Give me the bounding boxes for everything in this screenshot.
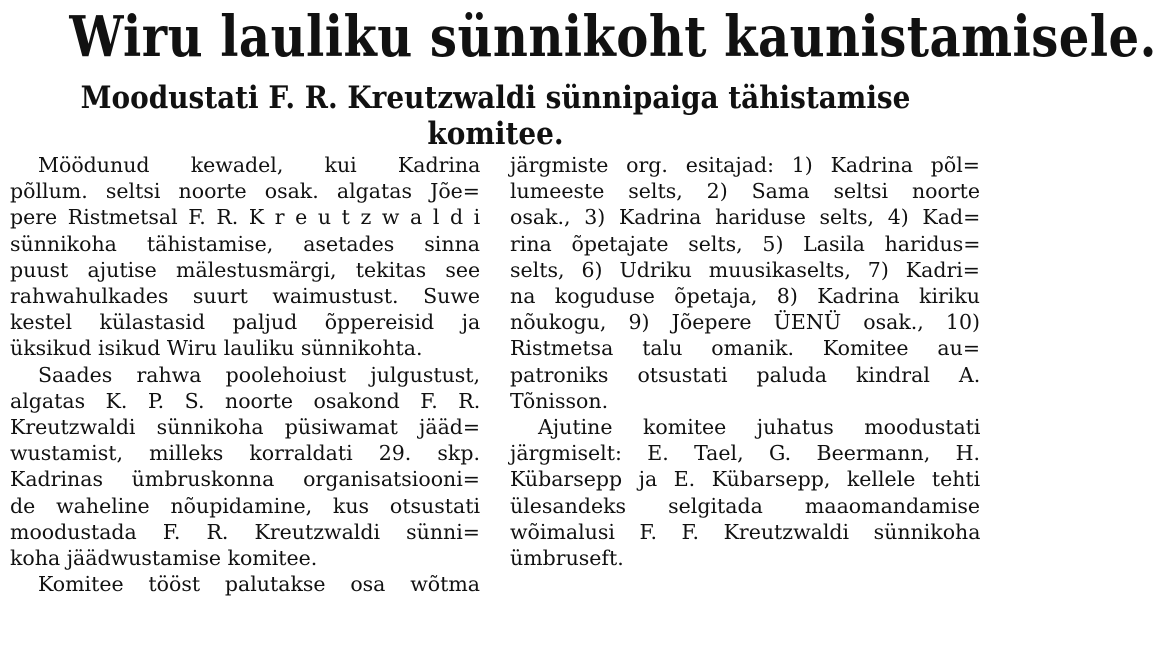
- text-line: puust ajutise mälestusmärgi, tekitas see: [10, 257, 481, 282]
- text-line: wõimalusi F. F. Kreutzwaldi sünnikoha: [510, 519, 981, 544]
- text-line: järgmiste org. esitajad: 1) Kadrina põl=: [510, 153, 980, 177]
- text-line: nõukogu, 9) Jõepere ÜENÜ osak., 10): [510, 310, 980, 335]
- text-line: Ristmetsa talu omanik. Komitee au=: [510, 336, 980, 361]
- text-line: sünnikoha tähistamise, asetades sinna: [10, 231, 480, 256]
- text-line: Saades rahwa poolehoiust julgustust,: [38, 362, 481, 387]
- text-line: Kreutzwaldi sünnikoha püsiwamat jääd=: [10, 415, 481, 440]
- text-line: wustamist, milleks korraldati 29. skp.: [10, 441, 480, 466]
- text-line: Kübarsepp ja E. Kübarsepp, kellele tehti: [510, 467, 981, 492]
- text-line: na koguduse õpetaja, 8) Kadrina kiriku: [510, 284, 980, 309]
- text-line: selts, 6) Udriku muusikaselts, 7) Kadri=: [510, 257, 980, 282]
- text-line: rahwahulkades suurt waimustust. Suwe: [10, 284, 481, 309]
- text-line: osak., 3) Kadrina hariduse selts, 4) Kad=: [510, 205, 981, 230]
- text-line: Ajutine komitee juhatus moodustati: [538, 415, 981, 440]
- headline: Wiru lauliku sünnikoht kaunistamisele.: [69, 4, 1157, 70]
- text-line: üksikud isikud Wiru lauliku sünnikohta.: [10, 336, 423, 361]
- text-line: pere Ristmetsal F. R. K r e u t z w a l d i: [10, 205, 481, 230]
- text-line: kestel külastasid paljud õppereisid ja: [10, 310, 481, 335]
- text-line: moodustada F. R. Kreutzwaldi sünni=: [10, 519, 480, 544]
- subheadline-line-2: komitee.: [427, 116, 564, 152]
- text-line: de waheline nõupidamine, kus otsustati: [10, 493, 480, 518]
- text-line: rina õpetajate selts, 5) Lasila haridus=: [510, 231, 981, 256]
- text-line: algatas K. P. S. noorte osakond F. R.: [10, 388, 481, 413]
- text-line: ülesandeks selgitada maaomandamise: [510, 493, 980, 518]
- left-column: [10, 152, 480, 597]
- subheadline: [50, 80, 942, 152]
- text-line: põllum. seltsi noorte osak. algatas Jõe=: [10, 179, 480, 204]
- text-line: Kadrinas ümbruskonna organisatsiooni=: [10, 467, 480, 492]
- text-line: lumeeste selts, 2) Sama seltsi noorte: [510, 179, 980, 204]
- subheadline-line-1: Moodustati F. R. Kreutzwaldi sünnipaiga tähistamise: [80, 80, 911, 116]
- text-line: ümbruseft.: [510, 546, 624, 571]
- text-line: järgmiselt: E. Tael, G. Beermann, H.: [510, 441, 980, 466]
- text-line: Komitee tööst palutakse osa wõtma: [38, 572, 480, 597]
- text-line: Tõnisson.: [510, 388, 609, 413]
- right-column: [510, 152, 980, 571]
- text-line: patroniks otsustati paluda kindral A.: [510, 362, 981, 387]
- text-line: Möödunud kewadel, kui Kadrina: [38, 153, 481, 177]
- text-line: koha jäädwustamise komitee.: [10, 546, 318, 571]
